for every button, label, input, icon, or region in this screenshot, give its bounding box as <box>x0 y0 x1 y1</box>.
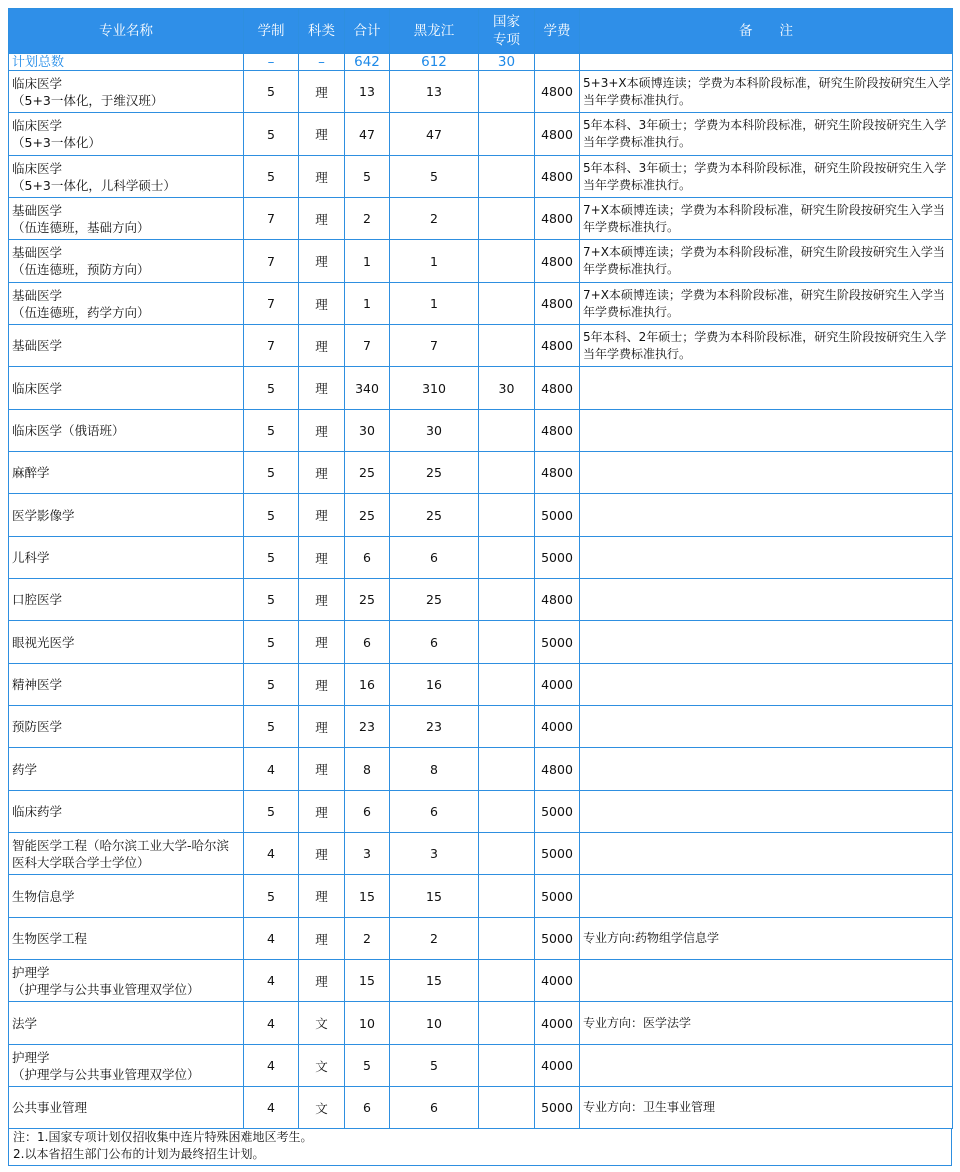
cell-total: 2 <box>345 918 390 960</box>
cell-remarks <box>580 452 953 494</box>
footnote-2: 2.以本省招生部门公布的计划为最终招生计划。 <box>13 1147 265 1161</box>
cell-heilongjiang: 23 <box>390 706 479 748</box>
major-name-text: 临床医学 <box>12 118 63 133</box>
cell-years: 5 <box>244 621 299 664</box>
cell-years: 5 <box>244 113 299 156</box>
cell-tuition: 5000 <box>535 537 580 579</box>
cell-major-name <box>9 71 244 113</box>
table-row <box>9 325 953 367</box>
major-name-text: 法学 <box>12 1015 38 1031</box>
major-name-subtext: 医科大学联合学士学位） <box>12 854 150 870</box>
cell-total: 23 <box>345 706 390 748</box>
cell-national-special <box>479 833 535 875</box>
cell-national-special <box>479 791 535 833</box>
table-row <box>9 791 953 833</box>
cell-tuition: 4800 <box>535 410 580 452</box>
major-name-text: 基础医学 <box>12 338 63 353</box>
cell-heilongjiang: 8 <box>390 748 479 791</box>
admission-plan-table <box>8 8 953 1129</box>
cell-heilongjiang: 13 <box>390 71 479 113</box>
cell-heilongjiang: 16 <box>390 664 479 706</box>
cell-category: 文 <box>299 1002 345 1045</box>
cell-tuition: 4800 <box>535 283 580 325</box>
cell-national-special <box>479 156 535 198</box>
cell-years: 5 <box>244 367 299 410</box>
cell-category: 理 <box>299 706 345 748</box>
cell-category: 理 <box>299 283 345 325</box>
header-heilongjiang: 黑龙江 <box>390 9 479 54</box>
major-name-text: 临床医学 <box>12 160 63 176</box>
cell-heilongjiang: 2 <box>390 198 479 240</box>
major-name-text: 临床药学 <box>12 804 63 819</box>
cell-tuition: 4800 <box>535 240 580 283</box>
major-name-text: 护理学 <box>12 964 50 980</box>
cell-national-special <box>479 664 535 706</box>
major-name-text: 生物信息学 <box>12 888 75 904</box>
major-name-text: 基础医学 <box>12 287 63 303</box>
cell-national-special <box>479 579 535 621</box>
cell-years: 4 <box>244 748 299 791</box>
cell-national-special <box>479 283 535 325</box>
cell-remarks <box>580 410 953 452</box>
cell-years: 5 <box>244 579 299 621</box>
cell-national-special <box>479 875 535 918</box>
cell-category: 理 <box>299 537 345 579</box>
major-name-text: 临床医学 <box>12 75 63 91</box>
cell-major-name <box>9 198 244 240</box>
major-name-subtext: （护理学与公共事业管理双学位） <box>12 1066 200 1082</box>
cell-total: 6 <box>345 621 390 664</box>
table-row <box>9 410 953 452</box>
cell-tuition: 5000 <box>535 621 580 664</box>
cell-major-name <box>9 367 244 410</box>
table-row <box>9 579 953 621</box>
cell-category: 理 <box>299 325 345 367</box>
cell-heilongjiang: 3 <box>390 833 479 875</box>
cell-heilongjiang: 310 <box>390 367 479 410</box>
cell-major-name <box>9 875 244 918</box>
cell-years: 4 <box>244 960 299 1002</box>
cell-total: 25 <box>345 494 390 537</box>
major-name-subtext: （伍连德班，基础方向） <box>12 219 150 235</box>
cell-category: 文 <box>299 1045 345 1087</box>
cell-heilongjiang: 6 <box>390 621 479 664</box>
table-row <box>9 1002 953 1045</box>
cell-total: 7 <box>345 325 390 367</box>
cell-national-special <box>479 748 535 791</box>
cell-remarks <box>580 1045 953 1087</box>
table-row <box>9 918 953 960</box>
cell-years: 5 <box>244 71 299 113</box>
cell-major-name <box>9 410 244 452</box>
total-heilongjiang: 612 <box>390 54 479 71</box>
cell-category: 理 <box>299 621 345 664</box>
cell-tuition: 5000 <box>535 833 580 875</box>
cell-major-name <box>9 664 244 706</box>
major-name-text: 公共事业管理 <box>12 1100 88 1115</box>
cell-total: 5 <box>345 1045 390 1087</box>
cell-national-special <box>479 198 535 240</box>
cell-years: 5 <box>244 452 299 494</box>
major-name-text: 口腔医学 <box>12 592 63 607</box>
cell-years: 5 <box>244 537 299 579</box>
cell-major-name <box>9 918 244 960</box>
header-tuition: 学费 <box>535 9 580 54</box>
total-label: 计划总数 <box>9 54 244 71</box>
total-row <box>9 54 953 71</box>
cell-major-name <box>9 1045 244 1087</box>
table-row <box>9 706 953 748</box>
table-row <box>9 283 953 325</box>
cell-total: 30 <box>345 410 390 452</box>
major-name-text: 基础医学 <box>12 245 63 260</box>
table-row <box>9 71 953 113</box>
header-years: 学制 <box>244 9 299 54</box>
cell-remarks <box>580 875 953 918</box>
table-body <box>9 54 953 1129</box>
cell-heilongjiang: 5 <box>390 1045 479 1087</box>
cell-national-special <box>479 494 535 537</box>
cell-heilongjiang: 5 <box>390 156 479 198</box>
cell-heilongjiang: 15 <box>390 960 479 1002</box>
cell-major-name <box>9 325 244 367</box>
table-row <box>9 960 953 1002</box>
major-name-text: 临床医学（俄语班） <box>12 423 125 438</box>
cell-heilongjiang: 7 <box>390 325 479 367</box>
table-row <box>9 748 953 791</box>
major-name-text: 生物医学工程 <box>12 931 88 946</box>
total-national: 30 <box>479 54 535 71</box>
cell-heilongjiang: 1 <box>390 283 479 325</box>
header-major-name: 专业名称 <box>9 9 244 54</box>
table-row <box>9 240 953 283</box>
table-row <box>9 621 953 664</box>
cell-total: 1 <box>345 283 390 325</box>
cell-category: 理 <box>299 918 345 960</box>
header-category: 科类 <box>299 9 345 54</box>
cell-major-name <box>9 156 244 198</box>
cell-remarks <box>580 960 953 1002</box>
cell-heilongjiang: 1 <box>390 240 479 283</box>
cell-tuition: 4800 <box>535 113 580 156</box>
cell-remarks: 专业方向：卫生事业管理 <box>580 1087 953 1129</box>
cell-years: 5 <box>244 494 299 537</box>
cell-tuition: 4000 <box>535 960 580 1002</box>
cell-total: 6 <box>345 791 390 833</box>
cell-total: 3 <box>345 833 390 875</box>
cell-national-special: 30 <box>479 367 535 410</box>
cell-tuition: 4800 <box>535 367 580 410</box>
major-name-subtext: （5+3一体化，儿科学硕士） <box>12 177 176 193</box>
cell-total: 16 <box>345 664 390 706</box>
total-note <box>580 54 953 71</box>
cell-years: 7 <box>244 240 299 283</box>
table-row <box>9 198 953 240</box>
cell-total: 47 <box>345 113 390 156</box>
cell-total: 340 <box>345 367 390 410</box>
cell-major-name <box>9 833 244 875</box>
total-years: – <box>244 54 299 71</box>
cell-tuition: 4000 <box>535 664 580 706</box>
header-national-special <box>479 9 535 54</box>
admission-plan-table-container <box>8 8 952 1166</box>
cell-major-name <box>9 494 244 537</box>
cell-category: 理 <box>299 156 345 198</box>
cell-heilongjiang: 25 <box>390 452 479 494</box>
cell-category: 理 <box>299 664 345 706</box>
table-row <box>9 875 953 918</box>
major-name-text: 儿科学 <box>12 550 50 565</box>
cell-total: 10 <box>345 1002 390 1045</box>
cell-remarks <box>580 537 953 579</box>
cell-tuition: 4000 <box>535 1045 580 1087</box>
cell-tuition: 5000 <box>535 875 580 918</box>
table-row <box>9 156 953 198</box>
cell-tuition: 5000 <box>535 918 580 960</box>
cell-years: 5 <box>244 791 299 833</box>
cell-years: 4 <box>244 1087 299 1129</box>
cell-tuition: 4800 <box>535 748 580 791</box>
cell-category: 理 <box>299 494 345 537</box>
cell-total: 6 <box>345 1087 390 1129</box>
cell-remarks <box>580 833 953 875</box>
cell-category: 理 <box>299 71 345 113</box>
cell-major-name <box>9 748 244 791</box>
cell-tuition: 5000 <box>535 494 580 537</box>
major-name-subtext: （5+3一体化） <box>12 135 101 150</box>
cell-years: 4 <box>244 918 299 960</box>
cell-heilongjiang: 6 <box>390 537 479 579</box>
major-name-subtext: （5+3一体化，于维汉班） <box>12 92 164 108</box>
cell-heilongjiang: 25 <box>390 494 479 537</box>
cell-category: 理 <box>299 452 345 494</box>
cell-years: 5 <box>244 706 299 748</box>
cell-national-special <box>479 1087 535 1129</box>
cell-heilongjiang: 30 <box>390 410 479 452</box>
cell-total: 5 <box>345 156 390 198</box>
cell-total: 13 <box>345 71 390 113</box>
cell-category: 理 <box>299 748 345 791</box>
major-name-text: 药学 <box>12 761 38 777</box>
cell-years: 5 <box>244 664 299 706</box>
cell-category: 理 <box>299 198 345 240</box>
cell-national-special <box>479 918 535 960</box>
cell-major-name <box>9 791 244 833</box>
cell-national-special <box>479 240 535 283</box>
cell-remarks <box>580 664 953 706</box>
cell-heilongjiang: 25 <box>390 579 479 621</box>
cell-national-special <box>479 113 535 156</box>
cell-years: 5 <box>244 875 299 918</box>
cell-national-special <box>479 452 535 494</box>
major-name-text: 眼视光医学 <box>12 634 75 650</box>
cell-years: 4 <box>244 833 299 875</box>
cell-category: 理 <box>299 240 345 283</box>
cell-total: 15 <box>345 875 390 918</box>
header-total: 合计 <box>345 9 390 54</box>
cell-heilongjiang: 2 <box>390 918 479 960</box>
cell-years: 5 <box>244 156 299 198</box>
cell-category: 理 <box>299 833 345 875</box>
header-remarks: 备 注 <box>580 9 953 54</box>
cell-remarks <box>580 791 953 833</box>
major-name-text: 医学影像学 <box>12 507 75 523</box>
table-row <box>9 1045 953 1087</box>
table-row <box>9 367 953 410</box>
cell-years: 5 <box>244 410 299 452</box>
cell-tuition: 4800 <box>535 156 580 198</box>
header-national-special-label: 国家专项 <box>493 14 520 48</box>
major-name-subtext: （伍连德班，药学方向） <box>12 304 150 320</box>
cell-remarks: 5年本科、2年硕士；学费为本科阶段标准，研究生阶段按研究生入学当年学费标准执行。 <box>580 325 953 367</box>
cell-remarks: 专业方向：医学法学 <box>580 1002 953 1045</box>
cell-tuition: 4800 <box>535 325 580 367</box>
cell-major-name <box>9 113 244 156</box>
cell-heilongjiang: 10 <box>390 1002 479 1045</box>
cell-national-special <box>479 960 535 1002</box>
cell-major-name <box>9 1002 244 1045</box>
cell-remarks: 5+3+X本硕博连读；学费为本科阶段标准，研究生阶段按研究生入学当年学费标准执行。 <box>580 71 953 113</box>
cell-tuition: 5000 <box>535 791 580 833</box>
cell-national-special <box>479 537 535 579</box>
cell-major-name <box>9 621 244 664</box>
cell-category: 理 <box>299 579 345 621</box>
cell-major-name <box>9 283 244 325</box>
cell-remarks: 7+X本硕博连读；学费为本科阶段标准，研究生阶段按研究生入学当年学费标准执行。 <box>580 198 953 240</box>
cell-tuition: 4800 <box>535 71 580 113</box>
cell-heilongjiang: 6 <box>390 791 479 833</box>
table-row <box>9 537 953 579</box>
cell-total: 8 <box>345 748 390 791</box>
cell-total: 2 <box>345 198 390 240</box>
cell-tuition: 5000 <box>535 1087 580 1129</box>
cell-category: 文 <box>299 1087 345 1129</box>
cell-category: 理 <box>299 113 345 156</box>
cell-national-special <box>479 325 535 367</box>
major-name-text: 麻醉学 <box>12 465 50 480</box>
major-name-text: 精神医学 <box>12 677 63 692</box>
cell-national-special <box>479 706 535 748</box>
cell-major-name <box>9 706 244 748</box>
cell-remarks: 5年本科、3年硕士；学费为本科阶段标准，研究生阶段按研究生入学当年学费标准执行。 <box>580 113 953 156</box>
table-row <box>9 452 953 494</box>
cell-remarks <box>580 706 953 748</box>
total-category: – <box>299 54 345 71</box>
cell-national-special <box>479 410 535 452</box>
major-name-text: 护理学 <box>12 1049 50 1065</box>
total-sum: 642 <box>345 54 390 71</box>
table-row <box>9 1087 953 1129</box>
cell-national-special <box>479 71 535 113</box>
cell-total: 15 <box>345 960 390 1002</box>
header-row <box>9 9 953 54</box>
cell-tuition: 4800 <box>535 452 580 494</box>
cell-remarks <box>580 579 953 621</box>
cell-tuition: 4800 <box>535 579 580 621</box>
cell-heilongjiang: 47 <box>390 113 479 156</box>
cell-major-name <box>9 960 244 1002</box>
cell-category: 理 <box>299 410 345 452</box>
cell-national-special <box>479 1045 535 1087</box>
table-row <box>9 113 953 156</box>
major-name-subtext: （护理学与公共事业管理双学位） <box>12 981 200 997</box>
cell-remarks: 专业方向:药物组学信息学 <box>580 918 953 960</box>
cell-years: 7 <box>244 325 299 367</box>
table-row <box>9 833 953 875</box>
major-name-text: 基础医学 <box>12 202 63 218</box>
cell-heilongjiang: 6 <box>390 1087 479 1129</box>
cell-years: 7 <box>244 283 299 325</box>
cell-total: 1 <box>345 240 390 283</box>
cell-category: 理 <box>299 960 345 1002</box>
cell-total: 25 <box>345 579 390 621</box>
cell-years: 7 <box>244 198 299 240</box>
cell-national-special <box>479 1002 535 1045</box>
cell-remarks: 5年本科、3年硕士；学费为本科阶段标准，研究生阶段按研究生入学当年学费标准执行。 <box>580 156 953 198</box>
cell-tuition: 4000 <box>535 1002 580 1045</box>
cell-major-name <box>9 579 244 621</box>
cell-years: 4 <box>244 1045 299 1087</box>
table-row <box>9 664 953 706</box>
cell-major-name <box>9 240 244 283</box>
major-name-text: 临床医学 <box>12 380 63 396</box>
footnotes <box>8 1129 952 1166</box>
major-name-text: 智能医学工程（哈尔滨工业大学-哈尔滨 <box>12 837 230 853</box>
cell-category: 理 <box>299 791 345 833</box>
cell-national-special <box>479 621 535 664</box>
cell-major-name <box>9 452 244 494</box>
major-name-text: 预防医学 <box>12 719 63 734</box>
cell-remarks <box>580 748 953 791</box>
cell-years: 4 <box>244 1002 299 1045</box>
total-fee <box>535 54 580 71</box>
cell-major-name <box>9 537 244 579</box>
cell-tuition: 4800 <box>535 198 580 240</box>
cell-tuition: 4000 <box>535 706 580 748</box>
table-row <box>9 494 953 537</box>
cell-major-name <box>9 1087 244 1129</box>
cell-total: 25 <box>345 452 390 494</box>
cell-remarks: 7+X本硕博连读；学费为本科阶段标准，研究生阶段按研究生入学当年学费标准执行。 <box>580 283 953 325</box>
cell-category: 理 <box>299 875 345 918</box>
cell-remarks <box>580 494 953 537</box>
cell-total: 6 <box>345 537 390 579</box>
cell-remarks: 7+X本硕博连读；学费为本科阶段标准，研究生阶段按研究生入学当年学费标准执行。 <box>580 240 953 283</box>
cell-remarks <box>580 621 953 664</box>
cell-remarks <box>580 367 953 410</box>
footnote-1: 注：1.国家专项计划仅招收集中连片特殊困难地区考生。 <box>13 1130 313 1144</box>
cell-heilongjiang: 15 <box>390 875 479 918</box>
major-name-subtext: （伍连德班，预防方向） <box>12 262 150 277</box>
cell-category: 理 <box>299 367 345 410</box>
